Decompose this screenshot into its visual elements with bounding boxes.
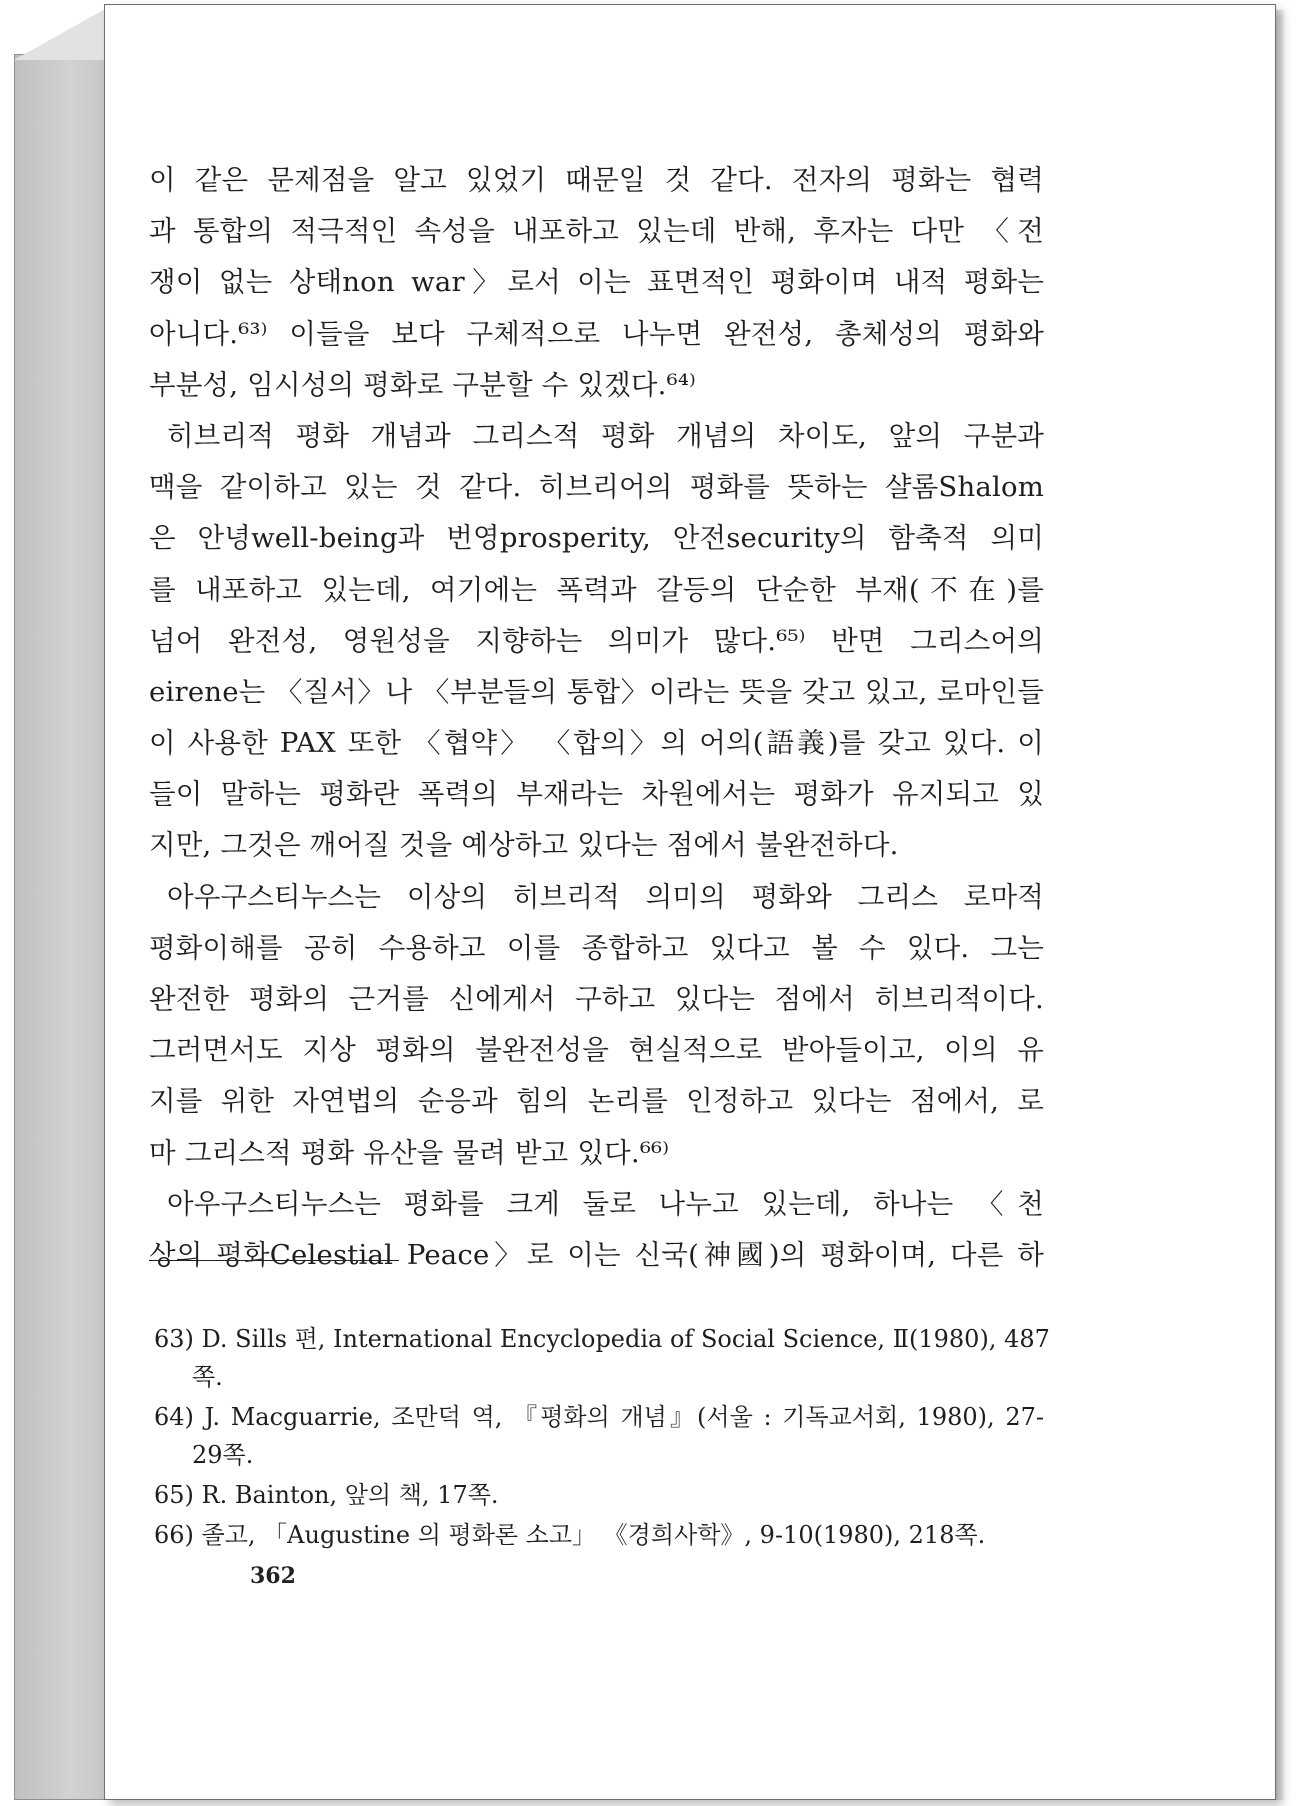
body-line: 지를 위한 자연법의 순응과 힘의 논리를 인정하고 있다는 점에서, 로 (149, 1085, 1044, 1118)
body-line: 상의 평화Celestial Peace〉로 이는 신국(神國)의 평화이며, 다른 하 (149, 1238, 1044, 1271)
body-line: 마 그리스적 평화 유산을 물려 받고 있다.⁶⁶⁾ (149, 1136, 670, 1169)
body-line: 그러면서도 지상 평화의 불완전성을 현실적으로 받아들이고, 이의 유 (149, 1034, 1044, 1067)
body-line: 은 안녕well-being과 번영prosperity, 안전security의 함축적 의미 (149, 522, 1044, 555)
body-line: 넘어 완전성, 영원성을 지향하는 의미가 많다.⁶⁵⁾ 반면 그리스어의 (149, 624, 1044, 657)
body-line: 아니다.⁶³⁾ 이들을 보다 구체적으로 나누면 완전성, 총체성의 평화와 (149, 317, 1044, 350)
footnote-65 (154, 1476, 1044, 1514)
body-line: 완전한 평화의 근거를 신에게서 구하고 있다는 점에서 히브리적이다. (149, 983, 1044, 1015)
body-line: 지만, 그것은 깨어질 것을 예상하고 있다는 점에서 불완전하다. (149, 829, 899, 862)
body-line: 맥을 같이하고 있는 것 같다. 히브리어의 평화를 뜻하는 샬롬Shalom (149, 471, 1044, 504)
footnote-divider (149, 1260, 399, 1261)
body-line: 이 같은 문제점을 알고 있었기 때문일 것 같다. 전자의 평화는 협력 (149, 164, 1044, 196)
body-line: 이 사용한 PAX 또한 〈협약〉 〈합의〉의 어의(語義)를 갖고 있다. 이 (149, 727, 1044, 760)
footnote-63 (154, 1320, 1050, 1396)
page-edge (1276, 10, 1284, 1800)
footnote-line: 65) R. Bainton, 앞의 책, 17쪽. (154, 1481, 499, 1509)
body-line: 아우구스티누스는 이상의 히브리적 의미의 평화와 그리스 로마적 (167, 880, 1044, 913)
footnote-66 (154, 1516, 1044, 1554)
body-text (149, 155, 1044, 1281)
footnote-line: 29쪽. (192, 1441, 254, 1469)
footnotes (154, 1320, 1050, 1554)
body-line: 들이 말하는 평화란 폭력의 부재라는 차원에서는 평화가 유지되고 있 (149, 778, 1044, 811)
body-line: 히브리적 평화 개념과 그리스적 평화 개념의 차이도, 앞의 구분과 (167, 419, 1044, 452)
body-line: eirene는 〈질서〉나 〈부분들의 통합〉이라는 뜻을 갖고 있고, 로마인들 (149, 675, 1044, 708)
body-line: 평화이해를 공히 수용하고 이를 종합하고 있다고 볼 수 있다. 그는 (149, 931, 1044, 964)
footnote-line: 64) J. Macguarrie, 조만덕 역, 『평화의 개념』(서울 : 기독교서회, 1980), 27- (154, 1403, 1044, 1431)
book-spine (14, 54, 106, 1800)
body-line: 를 내포하고 있는데, 여기에는 폭력과 갈등의 단순한 부재(不在)를 (149, 573, 1044, 606)
footnote-line: 63) D. Sills 편, International Encyclopedia of Social Science, Ⅱ(1980), 487 (154, 1325, 1050, 1353)
footnote-line: 쪽. (192, 1363, 223, 1391)
page-number: 362 (250, 1563, 296, 1589)
body-line: 과 통합의 적극적인 속성을 내포하고 있는데 반해, 후자는 다만 〈전 (149, 215, 1044, 248)
body-line: 쟁이 없는 상태non war〉로서 이는 표면적인 평화이며 내적 평화는 (149, 266, 1044, 299)
footnote-line: 66) 졸고, 「Augustine 의 평화론 소고」 《경희사학》, 9-10(1980), 218쪽. (154, 1521, 986, 1549)
body-line: 아우구스티누스는 평화를 크게 둘로 나누고 있는데, 하나는 〈천 (167, 1187, 1044, 1220)
footnote-64 (154, 1398, 1044, 1474)
body-line: 부분성, 임시성의 평화로 구분할 수 있겠다.⁶⁴⁾ (149, 368, 696, 401)
book-spine-top (14, 4, 114, 60)
